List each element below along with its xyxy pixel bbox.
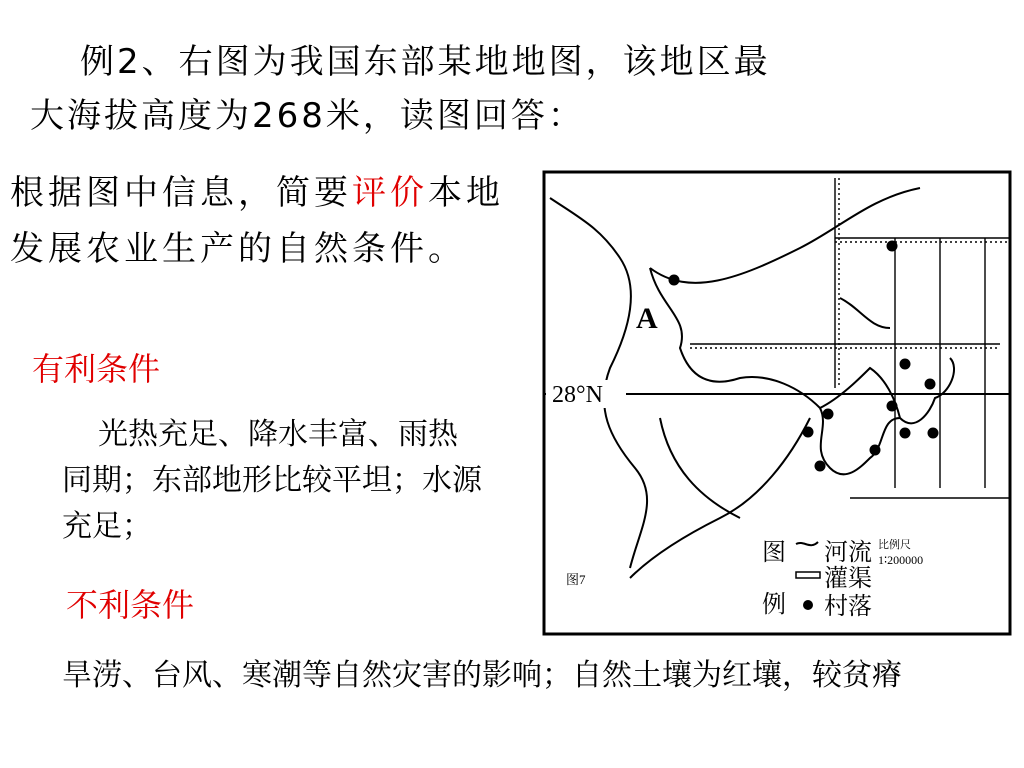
latitude-label: 28°N (552, 382, 603, 408)
village-marker (900, 428, 911, 439)
canal-legend-icon (796, 572, 820, 578)
question-line-1: 例2、右图为我国东部某地地图，该地区最 (80, 42, 771, 82)
scale-title: 比例尺 (878, 538, 911, 551)
unfavorable-heading: 不利条件 (66, 586, 195, 624)
favorable-text: 光热充足、降水丰富、雨热同期；东部地形比较平坦；水源充足； (62, 417, 482, 544)
legend-village: 村落 (824, 592, 872, 620)
region-map (540, 168, 1014, 638)
village-marker (900, 359, 911, 370)
village-marker (928, 428, 939, 439)
task-prompt-end: 本地发展农业生产的自然条件。 (10, 173, 504, 269)
unfavorable-text: 旱涝、台风、寒潮等自然灾害的影响；自然土壤为红壤，较贫瘠 (62, 658, 902, 693)
task-prompt-start: 根据图中信息，简要 (10, 173, 352, 213)
legend-title-top: 图 (762, 538, 786, 566)
village-marker (925, 379, 936, 390)
point-a-label: A (636, 302, 658, 335)
village-legend-icon (803, 600, 813, 610)
village-marker (870, 445, 881, 456)
village-marker (803, 427, 814, 438)
legend-river: 河流 (824, 538, 872, 566)
favorable-heading: 有利条件 (32, 350, 161, 388)
task-prompt (10, 165, 510, 277)
village-marker (887, 401, 898, 412)
legend-canal: 灌渠 (824, 564, 872, 592)
figure-label: 图7 (566, 572, 586, 587)
village-marker (669, 275, 680, 286)
village-marker (823, 409, 834, 420)
question-line-2: 大海拔高度为268米，读图回答： (30, 96, 585, 136)
legend-title-bottom: 例 (762, 590, 786, 618)
favorable-text-block (62, 412, 482, 550)
task-prompt-emphasis: 评价 (352, 173, 428, 213)
village-marker (815, 461, 826, 472)
village-marker (887, 241, 898, 252)
scale-value: 1∶200000 (878, 553, 924, 567)
